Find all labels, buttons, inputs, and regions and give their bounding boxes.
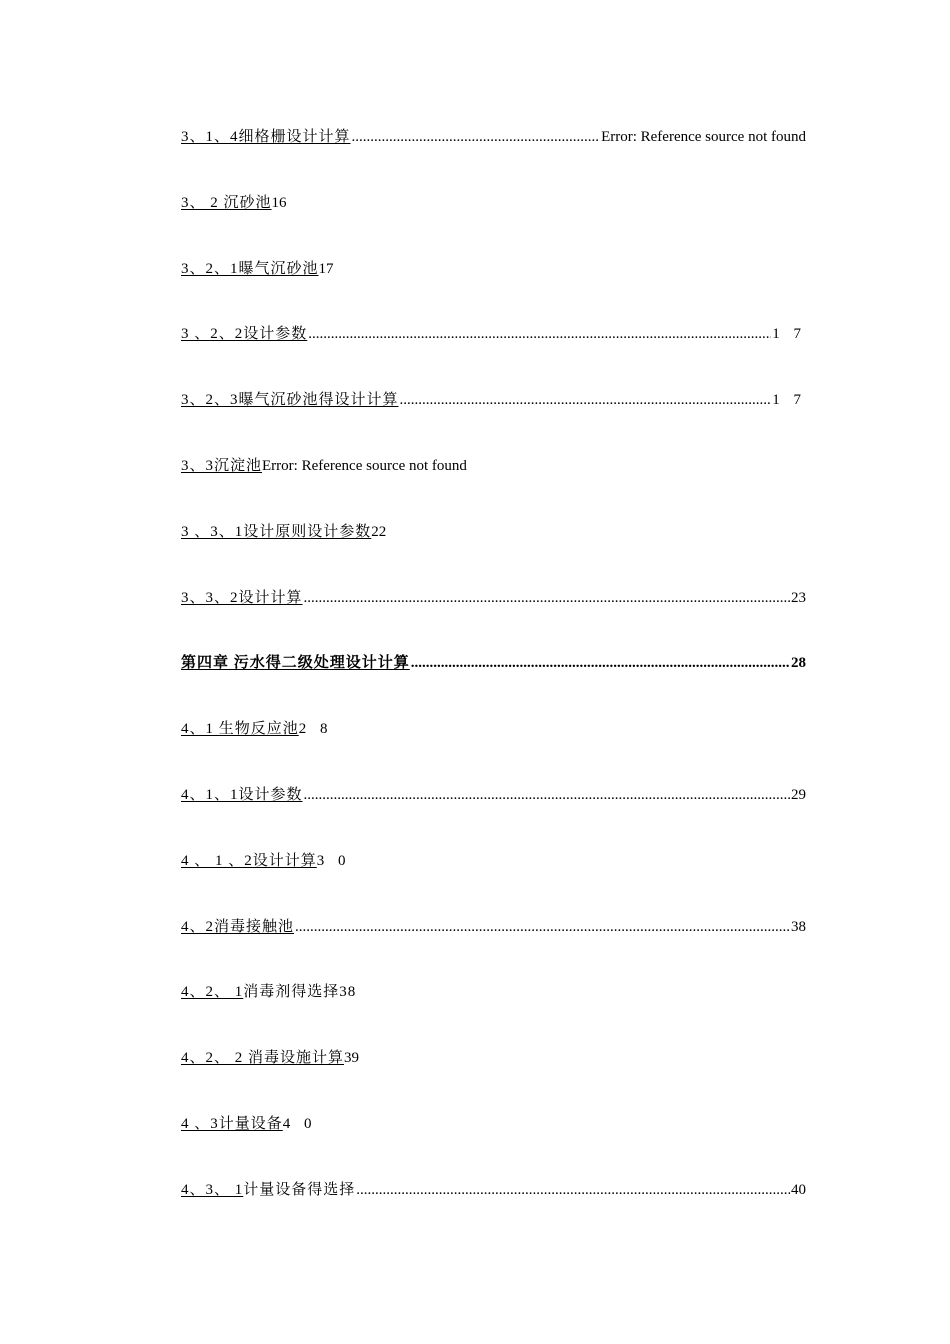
- toc-page: 4 0: [282, 1115, 317, 1132]
- toc-title: 3、1、4细格栅设计计算: [181, 129, 351, 145]
- toc-title: 4、1、1设计参数: [181, 786, 303, 803]
- toc-title: 3 、2、2设计参数: [181, 326, 308, 343]
- toc-title: 3、3、2设计计算: [181, 589, 303, 606]
- toc-entry[interactable]: [181, 521, 806, 587]
- toc-title: 4、1 生物反应池: [181, 721, 299, 738]
- toc-page: 17: [318, 260, 334, 277]
- toc-entry[interactable]: [181, 1113, 806, 1179]
- leader-dots: [295, 916, 790, 938]
- toc-title: 4 、 1 、2设计计算: [181, 852, 317, 869]
- toc-page: 39: [344, 1050, 360, 1067]
- leader-dots: [304, 587, 790, 609]
- toc-page: 1 7: [772, 326, 806, 343]
- toc-entry[interactable]: [181, 850, 806, 916]
- toc-entry[interactable]: [181, 258, 806, 324]
- toc-title: 4、2消毒接触池: [181, 918, 295, 935]
- toc-page: 29: [791, 786, 806, 803]
- leader-dots: [352, 126, 601, 148]
- toc-page: 28: [791, 655, 806, 672]
- toc-page: 22: [371, 523, 387, 540]
- leader-dots: [304, 784, 790, 806]
- leader-dots: [356, 1179, 790, 1201]
- toc-page: 1 7: [772, 392, 806, 409]
- toc-page: 16: [271, 194, 287, 211]
- toc-title: 第四章 污水得二级处理设计计算: [181, 655, 410, 672]
- toc-page: 3 0: [316, 852, 351, 869]
- toc-title: 4 、3计量设备: [181, 1115, 283, 1132]
- toc-entry[interactable]: [181, 1179, 806, 1245]
- toc-entry[interactable]: [181, 916, 806, 982]
- toc-title-rest: 计量设备得选择: [243, 1181, 356, 1198]
- toc-page: Error: Reference source not found: [601, 129, 806, 145]
- toc-page: 2 8: [298, 721, 333, 738]
- toc-page: 38: [791, 918, 806, 935]
- toc-page: 40: [791, 1181, 806, 1198]
- toc-entry[interactable]: [181, 981, 806, 1047]
- toc-page: 23: [791, 589, 806, 606]
- leader-dots: [308, 323, 771, 345]
- toc-title: 4、3、 1: [181, 1181, 244, 1198]
- toc-entry[interactable]: [181, 587, 806, 653]
- toc-page: 消毒剂得选择38: [243, 984, 357, 1001]
- toc-title: 3 、3、1设计原则设计参数: [181, 523, 372, 540]
- toc-entry[interactable]: [181, 718, 806, 784]
- toc-title: 3、3沉淀池: [181, 457, 263, 474]
- toc-title: 3、2、1曝气沉砂池: [181, 260, 319, 277]
- toc-entry[interactable]: [181, 455, 806, 521]
- toc-entry[interactable]: [181, 1047, 806, 1113]
- toc-title: 3、2、3曝气沉砂池得设计计算: [181, 392, 399, 409]
- toc-entry[interactable]: [181, 389, 806, 455]
- toc-page: Error: Reference source not found: [262, 457, 467, 474]
- toc-entry[interactable]: [181, 126, 806, 192]
- toc-entry[interactable]: [181, 323, 806, 389]
- toc-title: 4、2、 2 消毒设施计算: [181, 1050, 345, 1067]
- toc-title: 3、 2 沉砂池: [181, 194, 272, 211]
- toc-title: 4、2、 1: [181, 984, 244, 1001]
- table-of-contents: [181, 126, 806, 1245]
- leader-dots: [400, 389, 772, 411]
- toc-entry[interactable]: [181, 192, 806, 258]
- toc-entry-chapter[interactable]: [181, 652, 806, 718]
- leader-dots: [411, 652, 790, 674]
- toc-entry[interactable]: [181, 784, 806, 850]
